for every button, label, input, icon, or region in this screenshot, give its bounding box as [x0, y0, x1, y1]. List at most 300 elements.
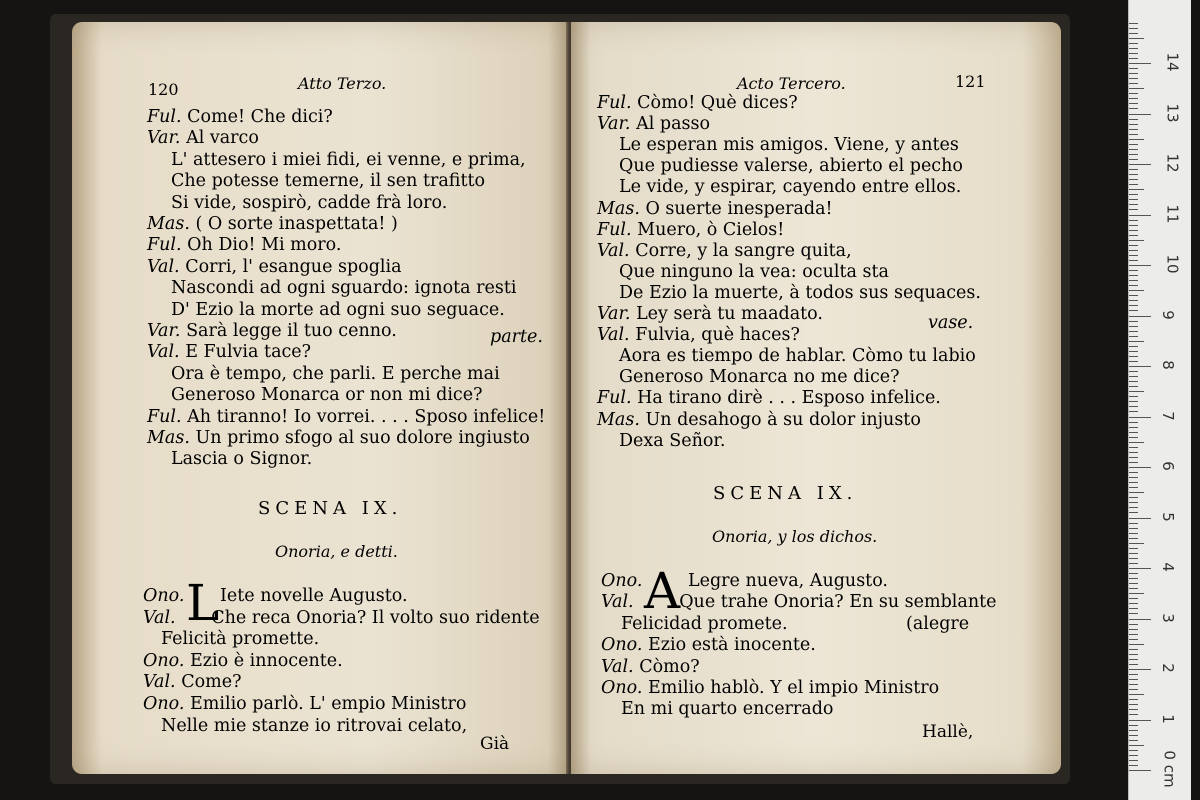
left-page-line [171, 170, 485, 192]
verse-text: Iete novelle Augusto. [220, 586, 408, 606]
speaker-label: Var. [147, 128, 181, 149]
right-page-number: 121 [955, 72, 986, 91]
ruler-tick [1129, 518, 1151, 519]
verse-text: Che reca Onoria? Il volto suo ridente [211, 607, 540, 628]
verse-text: Nascondi ad ogni sguardo: ignota resti [171, 278, 517, 299]
verse-text: Che potesse temerne, il sen trafitto [171, 171, 486, 192]
left-page-line [171, 299, 505, 321]
ruler-tick [1129, 103, 1138, 104]
ruler-tick [1129, 174, 1138, 175]
ruler-tick [1129, 230, 1138, 231]
right-page-line [597, 198, 833, 220]
ruler-tick [1129, 674, 1138, 675]
ruler-tick [1129, 558, 1138, 559]
left-scene-line [143, 693, 466, 715]
ruler-tick [1129, 43, 1138, 44]
right-scene-line [601, 677, 939, 699]
ruler-tick [1129, 124, 1138, 125]
ruler-label: 7 [1158, 410, 1177, 421]
ruler-tick [1129, 114, 1151, 115]
ruler-tick [1129, 129, 1138, 130]
ruler-tick [1129, 73, 1138, 74]
ruler-tick [1129, 679, 1138, 680]
left-page-line [171, 277, 516, 299]
speaker-label: Val. [597, 325, 630, 346]
ruler-label: 2 [1158, 663, 1177, 673]
right-page-line [619, 366, 900, 388]
ruler-tick [1129, 553, 1138, 554]
left-scene-line [143, 585, 408, 607]
ruler-tick [1129, 381, 1138, 382]
verse-text: En mi quarto encerrado [621, 699, 834, 720]
verse-text: Felicidad promete. [621, 613, 788, 634]
ruler-tick [1129, 98, 1138, 99]
speaker-label: Var. [597, 114, 631, 135]
speaker-label: Ful. [147, 107, 182, 127]
verse-text: L' attesero i miei fidi, ei venne, e prima, [171, 149, 526, 170]
ruler-tick [1129, 396, 1138, 397]
ruler-tick [1129, 376, 1138, 377]
ruler-tick [1129, 442, 1144, 443]
verse-text: Corre, y la sangre quita, [635, 240, 852, 261]
left-page-line [171, 149, 526, 171]
speaker-label: Ono. [601, 635, 643, 656]
ruler-tick [1129, 477, 1138, 478]
ruler-tick [1129, 457, 1138, 458]
ruler-tick [1129, 270, 1138, 271]
ruler-tick [1129, 331, 1138, 332]
verse-text: Felicità promette. [161, 629, 320, 650]
right-page-line [597, 113, 710, 135]
ruler-tick [1129, 53, 1138, 54]
ruler-label: 5 [1158, 511, 1177, 522]
right-page-line [597, 387, 941, 409]
left-scene-line [143, 650, 343, 672]
ruler-tick [1129, 497, 1138, 498]
speaker-label: Mas. [597, 409, 640, 430]
verse-text: Un desahogo à su dolor injusto [645, 409, 921, 430]
ruler-tick [1129, 280, 1138, 281]
ruler-tick [1129, 169, 1138, 170]
ruler-tick [1129, 164, 1151, 165]
speaker-label: Val. [143, 607, 176, 628]
ruler-tick [1129, 209, 1138, 210]
left-page-line [147, 234, 341, 256]
speaker-label: Val. [597, 240, 630, 261]
ruler-tick [1129, 507, 1138, 508]
ruler-tick [1129, 447, 1138, 448]
ruler-tick [1129, 588, 1138, 589]
ruler-tick [1129, 33, 1138, 34]
ruler-tick [1129, 366, 1151, 367]
ruler-tick [1129, 543, 1144, 544]
ruler-tick [1129, 184, 1138, 185]
ruler-label: 3 [1158, 612, 1177, 623]
right-page-line [597, 219, 784, 241]
ruler-tick [1129, 745, 1144, 746]
ruler-label: 14 [1163, 52, 1182, 72]
left-page-number: 120 [148, 80, 179, 99]
right-scene-line [621, 698, 833, 720]
speaker-label: Var. [597, 304, 631, 324]
measurement-ruler [1128, 0, 1191, 800]
verse-text: Fulvia, què haces? [635, 325, 800, 346]
speaker-label: Var. [147, 321, 181, 341]
ruler-tick [1129, 68, 1138, 69]
ruler-tick [1129, 235, 1138, 236]
ruler-label: 0 cm [1160, 750, 1179, 788]
speaker-label: Val. [143, 672, 176, 693]
ruler-tick [1129, 593, 1144, 594]
speaker-label: Val. [601, 656, 634, 677]
ruler-label: 13 [1163, 102, 1182, 123]
left-page-line [147, 213, 398, 235]
speaker-label: Ono. [143, 586, 185, 606]
ruler-tick [1129, 502, 1138, 503]
left-scene-title: SCENA IX. [258, 498, 403, 519]
ruler-tick [1129, 406, 1138, 407]
ruler-tick [1129, 694, 1144, 695]
ruler-tick [1129, 417, 1151, 418]
ruler-tick [1129, 139, 1144, 140]
ruler-tick [1129, 245, 1138, 246]
verse-text: E Fulvia tace? [185, 342, 312, 363]
ruler-tick [1129, 386, 1138, 387]
ruler-tick [1129, 58, 1138, 59]
verse-text: De Ezio la muerte, à todos sus sequaces. [619, 282, 981, 303]
ruler-tick [1129, 629, 1138, 630]
ruler-tick [1129, 523, 1138, 524]
ruler-tick [1129, 603, 1138, 604]
ruler-tick [1129, 411, 1138, 412]
ruler-tick [1129, 563, 1138, 564]
ruler-tick [1129, 119, 1138, 120]
ruler-tick [1129, 199, 1138, 200]
right-page-line [597, 303, 823, 325]
ruler-tick [1129, 265, 1151, 266]
ruler-tick [1129, 275, 1138, 276]
verse-text: Come! Che dici? [187, 107, 333, 127]
ruler-tick [1129, 669, 1151, 670]
ruler-tick [1129, 613, 1138, 614]
ruler-label: 8 [1158, 360, 1177, 370]
ruler-tick [1129, 149, 1138, 150]
right-scene-line [601, 634, 816, 656]
right-scene-title: SCENA IX. [713, 483, 858, 504]
right-page-line [619, 345, 976, 367]
ruler-tick [1129, 189, 1144, 190]
ruler-tick [1129, 144, 1138, 145]
ruler-tick [1129, 714, 1138, 715]
ruler-tick [1129, 255, 1138, 256]
ruler-tick [1129, 250, 1138, 251]
verse-text: Le vide, y espirar, cayendo entre ellos. [619, 177, 962, 198]
ruler-tick [1129, 361, 1138, 362]
left-scene-line [143, 671, 241, 693]
speaker-label: Val. [147, 256, 180, 277]
verse-text: Ah tiranno! Io vorrei. . . . Sposo infelice! [187, 406, 546, 427]
ruler-tick [1129, 422, 1138, 423]
speaker-label: Mas. [147, 214, 190, 234]
ruler-tick [1129, 48, 1138, 49]
verse-text: Emilio parlò. L' empio Ministro [190, 694, 467, 714]
ruler-tick [1129, 684, 1138, 685]
left-page-line [147, 341, 311, 363]
ruler-tick [1129, 725, 1138, 726]
left-scene-line [161, 628, 319, 650]
ruler-tick [1129, 644, 1144, 645]
ruler-tick [1129, 760, 1138, 761]
ruler-tick [1129, 154, 1138, 155]
ruler-tick [1129, 108, 1138, 109]
ruler-tick [1129, 88, 1144, 89]
ruler-tick [1129, 639, 1138, 640]
ruler-tick [1129, 634, 1138, 635]
ruler-tick [1129, 735, 1138, 736]
right-page-line [597, 324, 800, 346]
verse-text: Generoso Monarca or non mi dice? [171, 385, 483, 406]
ruler-tick [1129, 260, 1138, 261]
verse-text: Oh Dio! Mi moro. [187, 235, 342, 256]
speaker-label: Mas. [147, 428, 190, 448]
verse-text: Aora es tiempo de hablar. Còmo tu labio [619, 346, 976, 367]
verse-text: O suerte inesperada! [645, 198, 833, 219]
right-page-line [597, 240, 852, 262]
ruler-tick [1129, 548, 1138, 549]
speaker-label: Ono. [143, 694, 185, 714]
verse-text: Ora è tempo, che parli. E perche mai [171, 363, 500, 384]
verse-text: Que pudiesse valerse, abierto el pecho [619, 156, 963, 177]
ruler-tick [1129, 63, 1151, 64]
ruler-tick [1129, 533, 1138, 534]
ruler-tick [1129, 608, 1138, 609]
ruler-tick [1129, 528, 1138, 529]
ruler-tick [1129, 538, 1138, 539]
ruler-tick [1129, 740, 1138, 741]
ruler-tick [1129, 699, 1138, 700]
ruler-tick [1129, 371, 1138, 372]
verse-text: Al passo [636, 114, 710, 135]
ruler-tick [1129, 704, 1138, 705]
ruler-tick [1129, 659, 1138, 660]
verse-text: Sarà legge il tuo cenno. [186, 321, 397, 341]
ruler-tick [1129, 512, 1138, 513]
verse-text: Corri, l' esangue spoglia [185, 256, 402, 277]
ruler-tick [1129, 225, 1138, 226]
left-page-line [147, 106, 333, 128]
speaker-label: Ful. [597, 219, 632, 240]
ruler-tick [1129, 401, 1138, 402]
ruler-tick [1129, 427, 1138, 428]
verse-text: Ley serà tu maadato. [636, 304, 823, 324]
ruler-label: 12 [1163, 153, 1182, 173]
ruler-tick [1129, 220, 1138, 221]
speaker-label: Val. [147, 342, 180, 363]
ruler-tick [1129, 709, 1138, 710]
right-exit-direction: vase. [928, 313, 974, 333]
ruler-label: 4 [1158, 562, 1177, 572]
right-drop-cap: A [644, 562, 681, 620]
verse-text: Còmo? [639, 656, 700, 677]
left-page-line [147, 256, 402, 278]
right-scene-subtitle: Onoria, y los dichos. [712, 527, 878, 546]
ruler-tick [1129, 305, 1138, 306]
verse-text: ( O sorte inaspettata! ) [195, 214, 398, 234]
ruler-tick [1129, 336, 1138, 337]
right-overflow-word: (alegre [906, 614, 970, 634]
ruler-tick [1129, 179, 1138, 180]
right-catchword: Hallè, [922, 722, 974, 742]
left-catchword: Già [480, 734, 510, 754]
ruler-label: 11 [1163, 203, 1182, 224]
ruler-tick [1129, 356, 1138, 357]
verse-text: Que trahe Onoria? En su semblante [679, 592, 997, 613]
ruler-tick [1129, 346, 1138, 347]
ruler-tick [1129, 432, 1138, 433]
right-page-line [619, 430, 725, 452]
right-page-line [619, 282, 981, 304]
ruler-tick [1129, 598, 1138, 599]
ruler-label: 10 [1163, 254, 1182, 274]
left-page-line [171, 384, 482, 406]
ruler-tick [1129, 664, 1138, 665]
ruler-label: 9 [1158, 309, 1177, 320]
ruler-tick [1129, 619, 1151, 620]
right-page-line [619, 261, 889, 283]
right-page-line [619, 176, 961, 198]
left-page-line [171, 192, 447, 214]
left-exit-direction: parte. [490, 327, 543, 347]
left-scene-line [161, 715, 467, 737]
right-running-head: Acto Tercero. [737, 74, 846, 93]
left-page-line [147, 406, 545, 428]
speaker-label: Ono. [601, 678, 643, 698]
verse-text: Al varco [186, 128, 259, 149]
ruler-tick [1129, 770, 1151, 771]
speaker-label: Val. [601, 592, 634, 613]
ruler-tick [1129, 159, 1138, 160]
verse-text: Lascia o Signor. [171, 449, 313, 470]
ruler-tick [1129, 750, 1138, 751]
ruler-tick [1129, 285, 1138, 286]
verse-text: Come? [181, 672, 242, 693]
ruler-tick [1129, 578, 1138, 579]
verse-text: Dexa Señor. [619, 430, 726, 451]
verse-text: Emilio hablò. Y el impio Ministro [648, 678, 940, 698]
left-scene-subtitle: Onoria, e detti. [275, 542, 398, 561]
ruler-tick [1129, 134, 1138, 135]
ruler-tick [1129, 624, 1138, 625]
right-scene-line [601, 656, 700, 678]
ruler-tick [1129, 23, 1138, 24]
ruler-tick [1129, 215, 1151, 216]
right-page-line [597, 92, 798, 114]
ruler-tick [1129, 290, 1144, 291]
verse-text: Ezio està inocente. [648, 635, 816, 656]
left-page-line [171, 448, 312, 470]
verse-text: Legre nueva, Augusto. [688, 571, 888, 591]
ruler-tick [1129, 194, 1138, 195]
ruler-tick [1129, 316, 1151, 317]
ruler-tick [1129, 472, 1138, 473]
ruler-tick [1129, 583, 1138, 584]
verse-text: Muero, ò Cielos! [637, 219, 785, 240]
ruler-tick [1129, 755, 1138, 756]
speaker-label: Mas. [597, 198, 640, 219]
ruler-tick [1129, 437, 1138, 438]
ruler-tick [1129, 204, 1138, 205]
ruler-tick [1129, 391, 1144, 392]
ruler-tick [1129, 654, 1138, 655]
ruler-tick [1129, 78, 1138, 79]
speaker-label: Ful. [597, 93, 632, 113]
right-page-line [597, 409, 921, 431]
verse-text: Que ninguno la vea: oculta sta [619, 261, 889, 282]
left-page-line [171, 363, 500, 385]
ruler-tick [1129, 568, 1151, 569]
ruler-tick [1129, 326, 1138, 327]
verse-text: Un primo sfogo al suo dolore ingiusto [195, 428, 530, 448]
verse-text: D' Ezio la morte ad ogni suo seguace. [171, 299, 505, 320]
ruler-tick [1129, 38, 1144, 39]
left-page-line [147, 427, 530, 449]
ruler-tick [1129, 467, 1151, 468]
ruler-tick [1129, 482, 1138, 483]
ruler-label: 6 [1158, 461, 1177, 471]
verse-text: Còmo! Què dices? [637, 93, 798, 113]
right-page-line [619, 155, 963, 177]
ruler-tick [1129, 452, 1138, 453]
ruler-tick [1129, 492, 1144, 493]
ruler-tick [1129, 28, 1138, 29]
ruler-tick [1129, 730, 1138, 731]
ruler-tick [1129, 93, 1138, 94]
verse-text: Ha tirano dirè . . . Esposo infelice. [637, 388, 941, 409]
ruler-tick [1129, 240, 1144, 241]
speaker-label: Ful. [597, 388, 632, 409]
speaker-label: Ono. [143, 650, 185, 671]
ruler-tick [1129, 295, 1138, 296]
ruler-tick [1129, 462, 1138, 463]
ruler-tick [1129, 83, 1138, 84]
verse-text: Generoso Monarca no me dice? [619, 367, 900, 388]
left-page-line [147, 320, 397, 342]
ruler-tick [1129, 341, 1144, 342]
ruler-tick [1129, 765, 1138, 766]
ruler-tick [1129, 689, 1138, 690]
verse-text: Nelle mie stanze io ritrovai celato, [161, 715, 468, 736]
ruler-tick [1129, 720, 1151, 721]
ruler-tick [1129, 487, 1138, 488]
speaker-label: Ful. [147, 235, 182, 256]
right-page-line [619, 134, 959, 156]
speaker-label: Ono. [601, 571, 643, 591]
ruler-tick [1129, 310, 1138, 311]
ruler-tick [1129, 573, 1138, 574]
ruler-tick [1129, 300, 1138, 301]
verse-text: Le esperan mis amigos. Viene, y antes [619, 135, 959, 156]
verse-text: Si vide, sospirò, cadde frà loro. [171, 192, 448, 213]
left-running-head: Atto Terzo. [298, 74, 387, 93]
ruler-tick [1129, 649, 1138, 650]
left-drop-cap: L [186, 574, 220, 632]
verse-text: Ezio è innocente. [190, 650, 343, 671]
speaker-label: Ful. [147, 406, 182, 427]
ruler-label: 1 [1158, 713, 1177, 724]
ruler-tick [1129, 321, 1138, 322]
ruler-tick [1129, 351, 1138, 352]
left-page-line [147, 127, 259, 149]
